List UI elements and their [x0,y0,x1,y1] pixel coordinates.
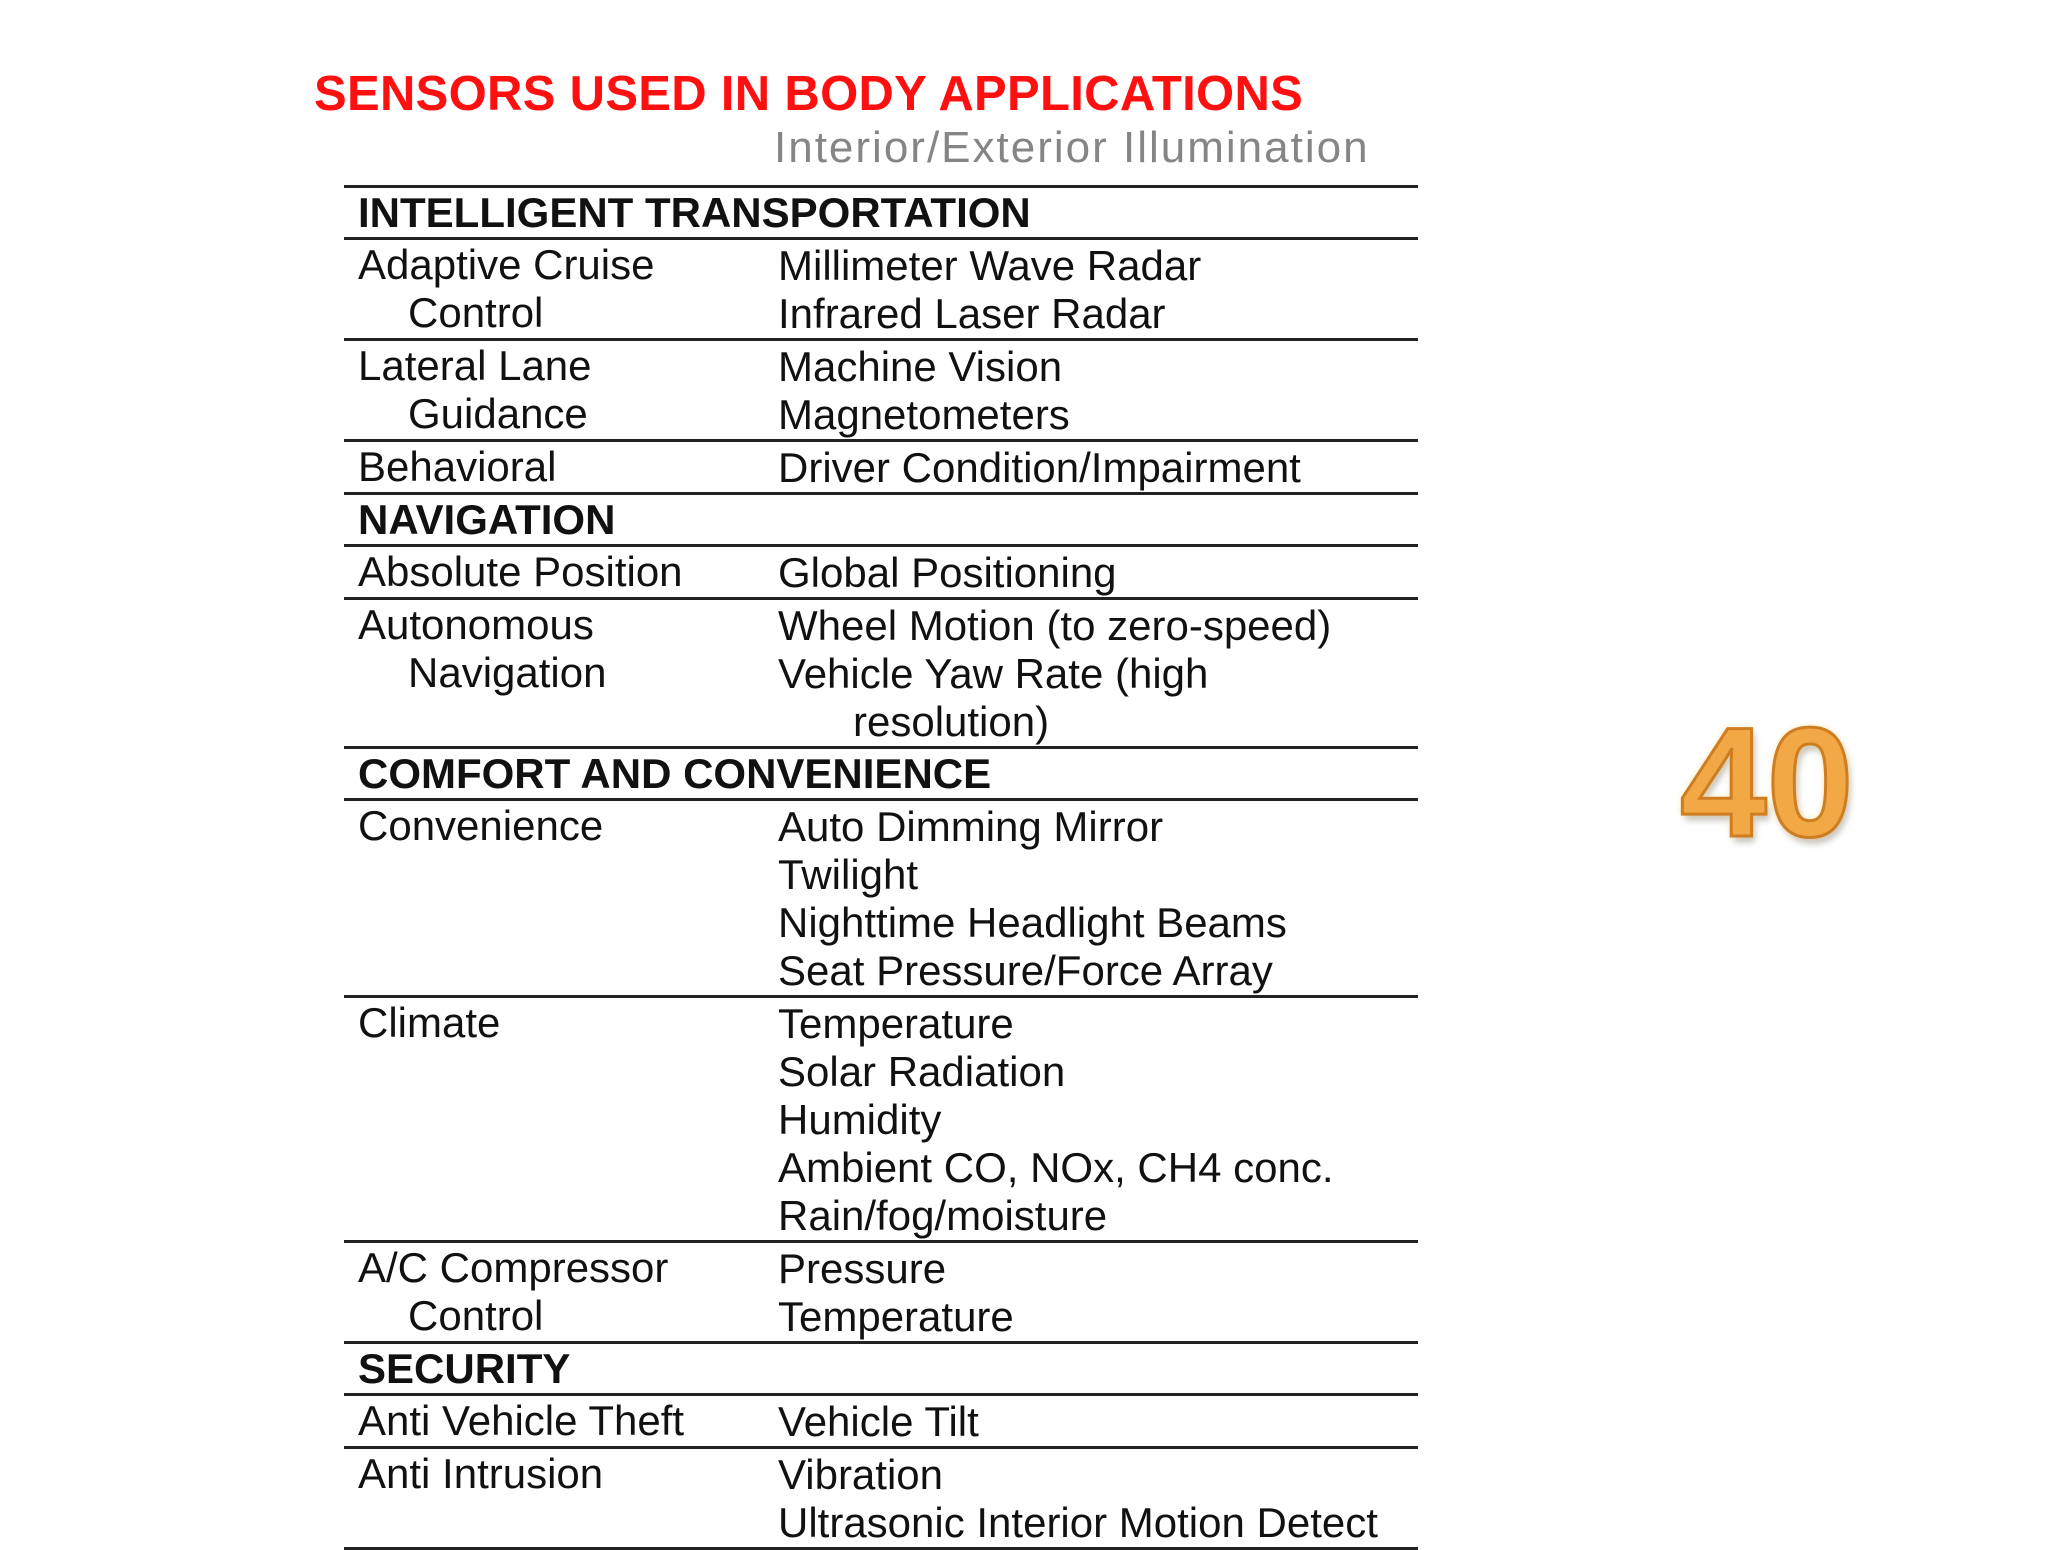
table-row [344,441,1418,494]
sensor-item: Vehicle Yaw Rate (high [778,650,1209,697]
sensors-cell [778,800,1418,997]
sensor-item: Twilight [778,851,919,898]
application-text: Anti Vehicle Theft [358,1397,685,1444]
application-cell [344,546,778,599]
section-title: NAVIGATION [358,496,616,543]
application-cell [344,800,778,997]
sensor-item: Rain/fog/moisture [778,1192,1108,1239]
table-row [344,800,1418,997]
sensor-item: Ultrasonic Interior Motion Detect [778,1499,1378,1546]
sensor-item: Auto Dimming Mirror [778,803,1164,850]
table-row [344,1395,1418,1448]
application-text: Absolute Position [358,548,683,595]
sensor-item: Driver Condition/Impairment [778,444,1301,491]
sensor-item: Solar Radiation [778,1048,1066,1095]
application-cell [344,997,778,1242]
sensor-item: Temperature [778,1000,1014,1047]
application-text: Adaptive Cruise [358,241,655,288]
section-header-row [344,494,1418,546]
table-row [344,1242,1418,1343]
application-cell [344,599,778,748]
sensor-item: Nighttime Headlight Beams [778,899,1287,946]
application-text: Climate [358,999,501,1046]
sensors-cell [778,239,1418,340]
sensors-cell [778,1395,1418,1448]
section-title: INTELLIGENT TRANSPORTATION [358,189,1031,236]
sensor-item: Ambient CO, NOx, CH4 conc. [778,1144,1334,1191]
sensors-cell [778,997,1418,1242]
application-cell [344,1448,778,1549]
section-header-row [344,1343,1418,1395]
application-text: Navigation [408,649,607,696]
sensor-item: Humidity [778,1096,942,1143]
sensors-cell [778,441,1418,494]
application-text: Control [408,1292,544,1339]
application-text: Anti Intrusion [358,1450,604,1497]
sensor-item: Magnetometers [778,391,1070,438]
sensors-cell [778,546,1418,599]
section-header-row [344,748,1418,800]
section-title: SECURITY [358,1345,571,1392]
sensor-item: Global Positioning [778,549,1117,596]
sensor-item: Seat Pressure/Force Array [778,947,1273,994]
sensor-item: Temperature [778,1293,1014,1340]
sensors-cell [778,1448,1418,1549]
application-text: A/C Compressor [358,1244,669,1291]
slide-title: SENSORS USED IN BODY APPLICATIONS [314,67,1304,121]
sensors-cell [778,599,1418,748]
table-row [344,599,1418,748]
sensor-item: Pressure [778,1245,947,1292]
table-row [344,1448,1418,1549]
application-text: Guidance [408,390,588,437]
application-text: Convenience [358,802,604,849]
application-text: Behavioral [358,443,557,490]
application-cell [344,441,778,494]
page-number: 40 [1680,696,1854,870]
sensor-item: Vehicle Tilt [778,1398,979,1445]
sensors-cell [778,340,1418,441]
sensor-item: resolution) [853,698,1050,745]
application-cell [344,239,778,340]
sensor-item: Wheel Motion (to zero-speed) [778,602,1332,649]
application-text: Lateral Lane [358,342,592,389]
application-text: Control [408,289,544,336]
sensors-cell [778,1242,1418,1343]
table-row [344,997,1418,1242]
application-cell [344,340,778,441]
application-text: Autonomous [358,601,594,648]
sensor-item: Machine Vision [778,343,1063,390]
table-row [344,239,1418,340]
table-row [344,546,1418,599]
sensor-item: Vibration [778,1451,944,1498]
table-row [344,340,1418,441]
sensor-table-image [344,123,1418,1546]
cutoff-text-line: Interior/Exterior Illumination [774,123,1370,172]
sensor-item: Millimeter Wave Radar [778,242,1202,289]
application-cell [344,1242,778,1343]
section-header-row [344,187,1418,239]
sensor-table [344,185,1418,1550]
application-cell [344,1395,778,1448]
section-title: COMFORT AND CONVENIENCE [358,750,992,797]
sensor-item: Infrared Laser Radar [778,290,1166,337]
